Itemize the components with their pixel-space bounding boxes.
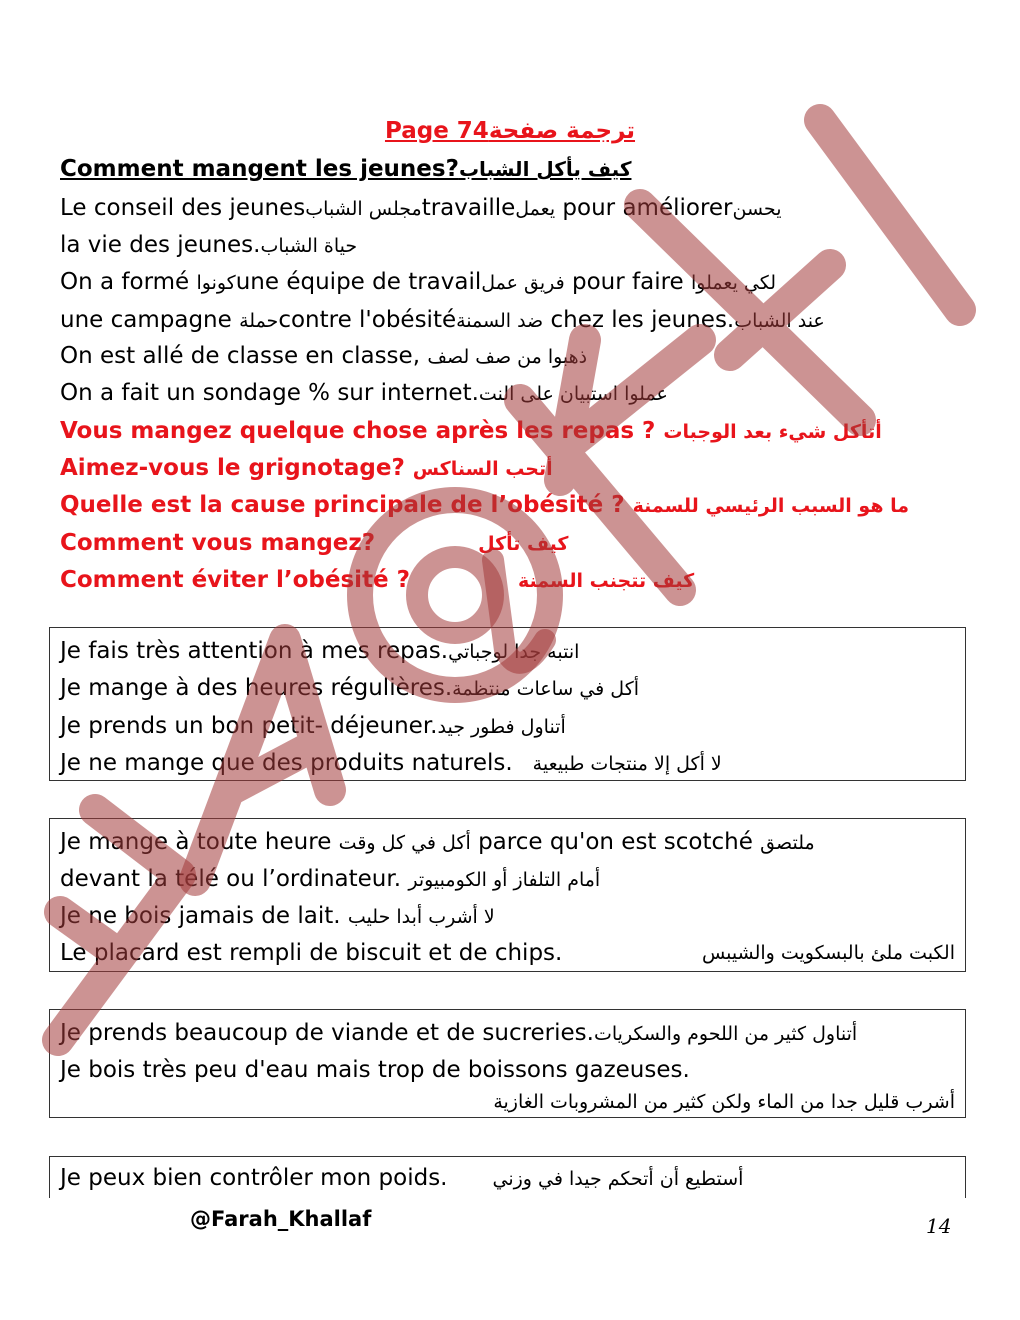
intro-fr: pour améliorer (555, 195, 733, 221)
question-fr: Comment vous mangez? (60, 530, 384, 556)
box-line (60, 827, 815, 858)
section-heading (60, 156, 631, 182)
intro-ar: فريق عمل (481, 272, 565, 294)
question-line (60, 490, 909, 521)
answer-box-2 (49, 818, 966, 972)
question-ar: أتأكل شيء بعد الوجبات (663, 421, 882, 443)
box-ar: أكل في كل وقت (338, 832, 471, 854)
box-line-ar (493, 1087, 955, 1117)
question-ar: كيف تتجنب السمنة (518, 570, 695, 592)
box-line (60, 901, 495, 932)
intro-line (60, 267, 776, 298)
answer-box-1 (49, 627, 966, 781)
question-line (60, 528, 568, 559)
box-ar: أشرب قليل جدا من الماء ولكن كثير من المشروبات الغازية (493, 1091, 955, 1113)
intro-fr: une équipe de travail (235, 269, 482, 295)
box-fr: Je mange à toute heure (60, 829, 339, 855)
box-line (60, 864, 600, 895)
box-fr: Je bois très peu d'eau mais trop de boissons gazeuses. (60, 1057, 690, 1083)
box-line (60, 748, 722, 779)
box-line (60, 711, 566, 742)
intro-ar: يعمل (515, 198, 556, 220)
intro-fr: pour faire (564, 269, 692, 295)
intro-ar: عملوا استبيان على النت (478, 383, 668, 405)
box-fr: Le placard est rempli de biscuit et de chips. (60, 940, 563, 966)
box-fr: Je prends un bon petit- déjeuner. (60, 713, 438, 739)
intro-line (60, 193, 781, 224)
question-fr: Quelle est la cause principale de l’obésité ? (60, 492, 633, 518)
question-line (60, 565, 694, 596)
question-line (60, 416, 882, 447)
box-fr: parce qu'on est scotché (470, 829, 761, 855)
intro-fr: la vie des jeunes. (60, 232, 261, 258)
box-ar: ملتصق (760, 832, 815, 854)
intro-fr: On a fait un sondage % sur internet. (60, 380, 479, 406)
question-line (60, 453, 553, 484)
intro-ar: كونوا (196, 272, 236, 294)
intro-fr: une campagne (60, 307, 240, 333)
box-ar: الكبت ملئ بالبسكويت والشيبس (701, 942, 955, 964)
page-title: Page 74ترجمة صفحة (384, 118, 636, 144)
intro-line (60, 378, 668, 409)
box-ar: أستطيع أن أتحكم جيدا في وزني (492, 1168, 744, 1190)
intro-ar: يحسن (732, 198, 782, 220)
box-line (60, 636, 579, 667)
box-line (60, 1018, 857, 1049)
box-fr: Je ne bois jamais de lait. (60, 903, 348, 929)
intro-line (60, 305, 825, 336)
box-ar: أمام التلفاز أو الكومبيوتر (408, 869, 601, 891)
author-handle: @Farah_Khallaf (190, 1207, 372, 1231)
box-ar: لا أشرب أبدا حليب (347, 906, 495, 928)
intro-fr: Le conseil des jeunes (60, 195, 306, 221)
intro-ar: مجلس الشباب (305, 198, 422, 220)
box-line (60, 1055, 690, 1085)
intro-ar: لكي يعملوا (691, 272, 777, 294)
box-ar: انتبه جدا لوجباتي (448, 641, 580, 663)
answer-box-4 (49, 1156, 966, 1198)
box-fr: devant la télé ou l’ordinateur. (60, 866, 409, 892)
question-ar: أتحب السناكس (412, 458, 553, 480)
box-fr: Je ne mange que des produits naturels. (60, 750, 513, 776)
intro-fr: On a formé (60, 269, 197, 295)
box-line (60, 1163, 743, 1194)
question-fr: Vous mangez quelque chose après les repas ? (60, 418, 664, 444)
intro-line (60, 341, 587, 372)
question-fr: Aimez-vous le grignotage? (60, 455, 413, 481)
box-line (60, 938, 562, 968)
intro-fr: On est allé de classe en classe, (60, 343, 428, 369)
intro-ar: حملة (239, 310, 279, 332)
box-ar: أكل في ساعات منتظمة (452, 678, 640, 700)
question-ar: كيف تأكل (478, 533, 569, 555)
answer-box-3 (49, 1009, 966, 1118)
intro-fr: travaille (421, 195, 516, 221)
box-fr: Je fais très attention à mes repas. (60, 638, 449, 664)
box-fr: Je mange à des heures régulières. (60, 675, 453, 701)
intro-fr: chez les jeunes. (543, 307, 735, 333)
section-heading-fr: Comment mangent les jeunes? (60, 156, 459, 182)
intro-ar: ذهبوا من صف لصف (427, 346, 588, 368)
intro-line (60, 230, 357, 261)
box-fr: Je peux bien contrôler mon poids. (60, 1165, 448, 1191)
intro-ar: ضد السمنة (456, 310, 544, 332)
box-fr: Je prends beaucoup de viande et de sucreries. (60, 1020, 594, 1046)
question-ar: ما هو السبب الرئيسي للسمنة (632, 495, 910, 517)
box-line (60, 673, 639, 704)
box-ar: أتناول فطور جيد (437, 716, 566, 738)
question-fr: Comment éviter l’obésité ? (60, 567, 419, 593)
intro-fr: contre l'obésité (278, 307, 457, 333)
section-heading-ar: كيف يأكل الشباب (458, 157, 632, 181)
intro-ar: عند الشباب (734, 310, 825, 332)
intro-ar: حياة الشباب (260, 235, 358, 257)
box-ar: لا أكل إلا منتجات طبيعية (532, 753, 722, 775)
box-ar: أتناول كثير من اللحوم والسكريات (593, 1023, 858, 1045)
page-number: 14 (926, 1214, 952, 1238)
box-line-ar (702, 938, 955, 968)
